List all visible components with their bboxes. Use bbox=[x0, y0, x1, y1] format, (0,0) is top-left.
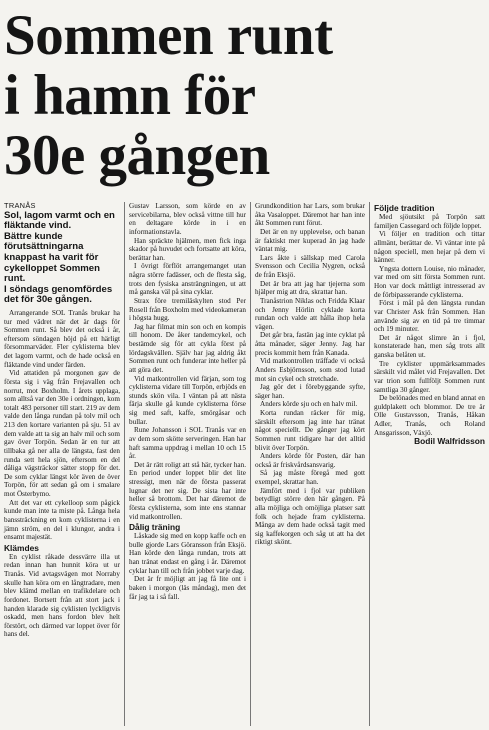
body-paragraph: Det går bra, fastän jag inte cyklat på åtta månader, säger Jenny. Jag har precis kommit hem från Kanada. bbox=[255, 331, 365, 357]
subheading-dalig-traning: Dålig träning bbox=[129, 522, 181, 533]
body-paragraph: I övrigt förflöt arrangemanget utan några större fadässer, och de flesta såg, trots den fysiska ansträngningen, ut att må ganska väl på sina cyklar. bbox=[129, 262, 246, 297]
article-ingress bbox=[4, 211, 120, 306]
body-paragraph: Yngsta dottern Louise, nio månader, var med om sitt första Sommen runt. Hon var dock måttligt intresserad av de förbipasserande cyklisterna. bbox=[374, 264, 485, 299]
body-paragraph: Det är fr möjligt att jag få lite ont i baken i morgon (läs måndag), men det får jag ta i så fall. bbox=[129, 575, 246, 601]
body-paragraph: Så jag måste föregå med gott exempel, skrattar han. bbox=[255, 469, 365, 486]
headline-line-2: i hamn för bbox=[4, 64, 256, 127]
body-paragraph: Vid attatiden på morgonen gav de första sig i väg från Frejavallen och norrut, mot Boxholm. I årets upplaga, som alltså var den 30e i ordningen, kom totalt 483 personer till start. 219 av dem valde den långa rundan på tolv mil och 213 den kortare varianten på sju. 51 av dem valde att ta sig an halv mil och som gav över Torpön. Sedan är en tur att tillbaka gå ner alla de längsta, fast den runda sett hela sjön, eftersom en del dåliga vägsträckor sätter stopp för det. De som cyklar längst kör även de över Torpön, för att sedan gå om i smalare mot Österbymo. bbox=[4, 369, 120, 499]
headline-line-3: 30e gången bbox=[4, 124, 270, 187]
ingress-line-3: I söndags genomfördes det för 30e gången. bbox=[4, 283, 113, 306]
body-paragraph: Gustav Larsson, som körde en av servicebilarna, blev också vittne till hur en deltagare körde in i en informationstavla. bbox=[129, 202, 246, 236]
body-paragraph: Det är något slimre än i fjol, konstaterade han, men såg trots allt ganska belåten ut. bbox=[374, 333, 485, 359]
body-paragraph: Anders körde sju och en halv mil. bbox=[260, 400, 358, 409]
dateline-kicker: TRANÅS bbox=[4, 201, 36, 210]
body-paragraph: Korta rundan räcker för mig, särskilt eftersom jag inte har tränat något speciellt. De gånger jag kört Sommen runt tidigare har det alltid blivit över Torpön. bbox=[255, 409, 365, 452]
subheading-foljde-tradition: Följde tradition bbox=[374, 203, 435, 213]
body-paragraph: Att det var ett cykelloop som pågick kunde man inte ta miste på. Långa hela banssträckning en kom cyklisterna i en jämn ström, en del i klungor, andra i ensamt majestät. bbox=[4, 498, 120, 542]
body-paragraph: Först i mål på den längsta rundan var Christer Ask från Sommen. Han använde sig av en tid på tre timmar och 19 minuter. bbox=[374, 299, 485, 334]
body-paragraph: Jämfört med i fjol var publiken betydligt större den här gången. På alla möjliga och omöjliga platser satt folk och hejade fram cyklisterna. Många av dem hade också tagit med sig kaffekorgen och såg ut att ha det riktigt skönt. bbox=[255, 486, 365, 547]
body-paragraph: Grundkondition har Lars, som brukar åka Vasaloppet. Däremot har han inte åkt Sommen runt förut. bbox=[255, 202, 365, 228]
body-paragraph: Anders körde för Posten, där han också är friskvårdsansvarig. bbox=[255, 452, 365, 469]
article-column-1 bbox=[4, 202, 120, 639]
article-headline bbox=[4, 6, 364, 186]
body-paragraph: Det är rätt roligt att stå här, tycker han. En period under loppet blir det lite stressigt, men när de första passerat lugnar det ner sig. De sista har inte heller så brottom. Det har däremot de första cyklisterna, som inte ens stannar vid matkontrollen. bbox=[129, 460, 246, 521]
body-paragraph: Strax före tremiläskylten stod Per Rosell från Boxholm med videokameran i högsta hugg. bbox=[129, 296, 246, 323]
body-paragraph: Det är en ny upplevelse, och banan är faktiskt mer kuperad än jag hade väntat mig. bbox=[255, 227, 365, 254]
body-paragraph: Vi följer en tradition och tittar allmänt, berättar de. Vi väntar inte på någon speciell, men hejar på dem vi känner. bbox=[374, 230, 485, 265]
body-paragraph: De belönades med en bland annat en guldplakett och blommor. De tre är Olle Gustavsson, Tranås, Håkan Adler, Tranås, och Roland Ansgarisson, Växjö. bbox=[374, 394, 485, 437]
body-paragraph: Det är bra att jag har tjejerna som hjälper mig att dra, skrattar han. bbox=[255, 279, 365, 297]
article-column-4 bbox=[374, 202, 485, 446]
ingress-line-2: Bättre kunde förutsättningarna knappast ha varit för cykelloppet Sommen runt. bbox=[4, 230, 100, 285]
body-paragraph: Jag har filmat min son och en kompis till honom. De åker tandemcykel, och bestämde sig för att cykla först på lördagskvällen. Själv har jag aldrig åkt Sommen runt och funderar inte heller på att göra det. bbox=[129, 322, 246, 374]
body-paragraph: Tranåstrion Niklas och Fridda Klaar och Jenny Hörlin cyklade korta rundan och valde att hålla ihop hela vägen. bbox=[255, 296, 365, 331]
byline: Bodil Walfridsson bbox=[414, 436, 485, 447]
body-paragraph: Jag gör det i förebyggande syfte, säger han. bbox=[255, 383, 365, 400]
ingress-line-1: Sol, lagom varmt och en fläktande vind. bbox=[4, 209, 115, 232]
body-paragraph: Rune Johansson i SOL Tranås var en av dem som skötte serveringen. Han har haft samma uppdrag i mellan 10 och 15 år. bbox=[129, 426, 246, 461]
body-paragraph: Lars åkte i sällskap med Carola Svensson och Cecilia Nygren, också de från Eksjö. bbox=[255, 253, 365, 279]
body-paragraph: Arrangerande SOL Tranås brukar ha tur med vädret när det är dags för Sommen runt. Så blev det också i år, eftersom söndagen höjd på ett härligt försommarväder. Fler cyklisterna blev det lagom varmt, och de hade också en fläktande vind under färden. bbox=[4, 308, 120, 369]
body-paragraph: Med sjöutsikt på Torpön satt familjen Cassegard och följde loppet. bbox=[374, 213, 485, 230]
column-divider bbox=[369, 202, 370, 726]
article-column-3 bbox=[255, 202, 365, 547]
subheading-klamdes: Klämdes bbox=[4, 542, 39, 553]
body-paragraph: Tre cyklister uppmärksammades särskilt vid målet vid Frejavallen. Det var trion som fullföljt Sommen runt samtliga 30 gånger. bbox=[374, 359, 485, 394]
body-paragraph: Han spräckte hjälmen, men fick inga skador på huvudet och fortsatte att köra, berättar han. bbox=[129, 236, 246, 262]
column-divider bbox=[124, 202, 125, 726]
body-paragraph: Låskade sig med en kopp kaffe och en bulle gjorde Lars Göransson från Eksjö. Han körde den långa rundan, trots att han tränat endast en gång i år. Däremot cyklar han till och från jobbet varje dag. bbox=[129, 532, 246, 575]
body-paragraph: En cyklist råkade dessvärre illa ut redan innan han hunnit köra ut ur Tranås. Vid avtagsvägen mot Norraby skulle han köra om en långtradare, men blev klämd mellan en trafikdelare och fordonet. Bortsett från att stort jack i handen klarade sig cyklisten lyckligtvis oskadd, men hans fordon blev helt förstört, och därmed var loppet över för hans del. bbox=[4, 552, 120, 639]
body-paragraph: Vid matkontrollen vid färjan, som tog cyklisterna vidare till Torpön, erbjöds en stunds skön vila. I väntan på att nästa färja skulle gå kunde cyklisterna förse sig med saft, kaffe, smörgåsar och bullar. bbox=[129, 374, 246, 426]
headline-line-1: Sommen runt bbox=[4, 4, 333, 67]
column-divider bbox=[250, 202, 251, 726]
article-column-2 bbox=[129, 202, 246, 601]
body-paragraph: Vid matkontrollen träffade vi också Anders Esbjörnsson, som stod lutad mot sin cykel och stretchade. bbox=[255, 357, 365, 383]
